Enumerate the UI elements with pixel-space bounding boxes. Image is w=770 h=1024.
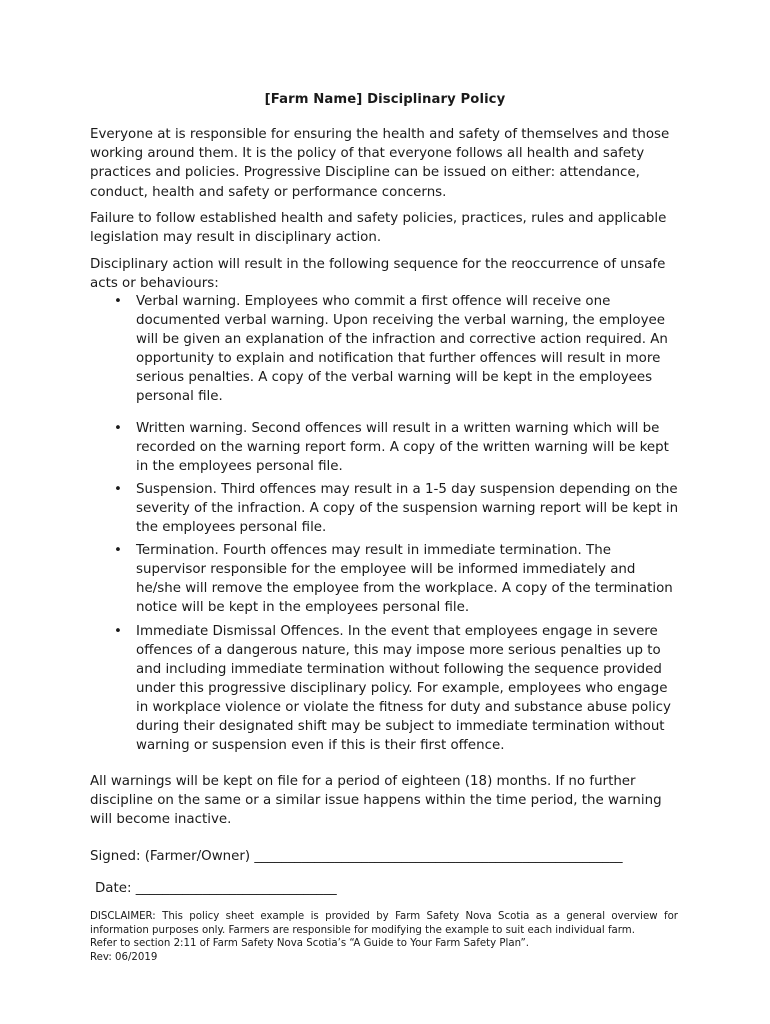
discipline-steps-list: [90, 292, 680, 755]
list-item-text: Immediate Dismissal Offences. In the event that employees engage in severe offences of a dangerous nature, this may impose more serious penalties up to and including immediate termination without following the sequence provided under this progressive disciplinary policy. For example, employees who engage in workplace violence or violate the fitness for duty and substance abuse policy during their designated shift may be subject to immediate termination without warning or suspension even if this is their first offence.: [136, 623, 671, 754]
sequence-paragraph: Disciplinary action will result in the following sequence for the reoccurrence of unsafe acts or behaviours:: [90, 257, 666, 292]
disclaimer-block: [90, 910, 678, 964]
list-item-text: Verbal warning. Employees who commit a first offence will receive one documented verbal warning. Upon receiving the verbal warning, the employee will be given an explanation of the infraction and corrective action required. An opportunity to explain and notification that further offences will result in more serious penalties. A copy of the verbal warning will be kept in the employees personal file.: [136, 294, 668, 405]
list-item-suspension: [90, 480, 680, 537]
list-item-verbal-warning: [90, 292, 680, 407]
retention-paragraph: All warnings will be kept on file for a period of eighteen (18) months. If no further discipline on the same or a similar issue happens within the time period, the warning will become inactive.: [90, 774, 662, 828]
bullet-icon: •: [114, 543, 122, 559]
disclaimer-text: DISCLAIMER: This policy sheet example is provided by Farm Safety Nova Scotia as a general overview for information purposes only. Farmers are responsible for modifying the example to suit each individual farm.: [90, 911, 678, 936]
bullet-icon: •: [114, 623, 122, 639]
bullet-icon: •: [114, 481, 122, 497]
list-item-written-warning: [90, 419, 680, 476]
failure-paragraph: Failure to follow established health and safety policies, practices, rules and applicable legislation may result in disciplinary action.: [90, 211, 667, 246]
disclaimer-reference: Refer to section 2:11 of Farm Safety Nova Scotia’s “A Guide to Your Farm Safety Plan”.: [90, 938, 529, 950]
bullet-icon: •: [114, 420, 122, 436]
signature-line: Signed: (Farmer/Owner) _______________________________________________________: [90, 849, 623, 864]
list-item-text: Termination. Fourth offences may result in immediate termination. The supervisor responsible for the employee will be informed immediately and he/she will remove the employee from the workplace. A copy of the termination notice will be kept in the employees personal file.: [136, 543, 673, 616]
bullet-icon: •: [114, 294, 122, 309]
list-item-text: Written warning. Second offences will result in a written warning which will be recorded on the warning report form. A copy of the written warning will be kept in the employees personal file.: [136, 420, 669, 474]
revision-label: Rev: 06/2019: [90, 951, 158, 963]
list-item-termination: [90, 541, 680, 617]
document-title: [Farm Name] Disciplinary Policy: [264, 92, 506, 107]
date-line: Date: ______________________________: [95, 881, 337, 896]
intro-paragraph: Everyone at is responsible for ensuring the health and safety of themselves and those working around them. It is the policy of that everyone follows all health and safety practices and policies. Progressive Discipline can be issued on either: attendance, conduct, health and safety or performance concerns.: [90, 127, 670, 200]
list-item-immediate-dismissal: [90, 622, 680, 756]
list-item-text: Suspension. Third offences may result in a 1-5 day suspension depending on the severity of the infraction. A copy of the suspension warning report will be kept in the employees personal file.: [136, 481, 679, 536]
